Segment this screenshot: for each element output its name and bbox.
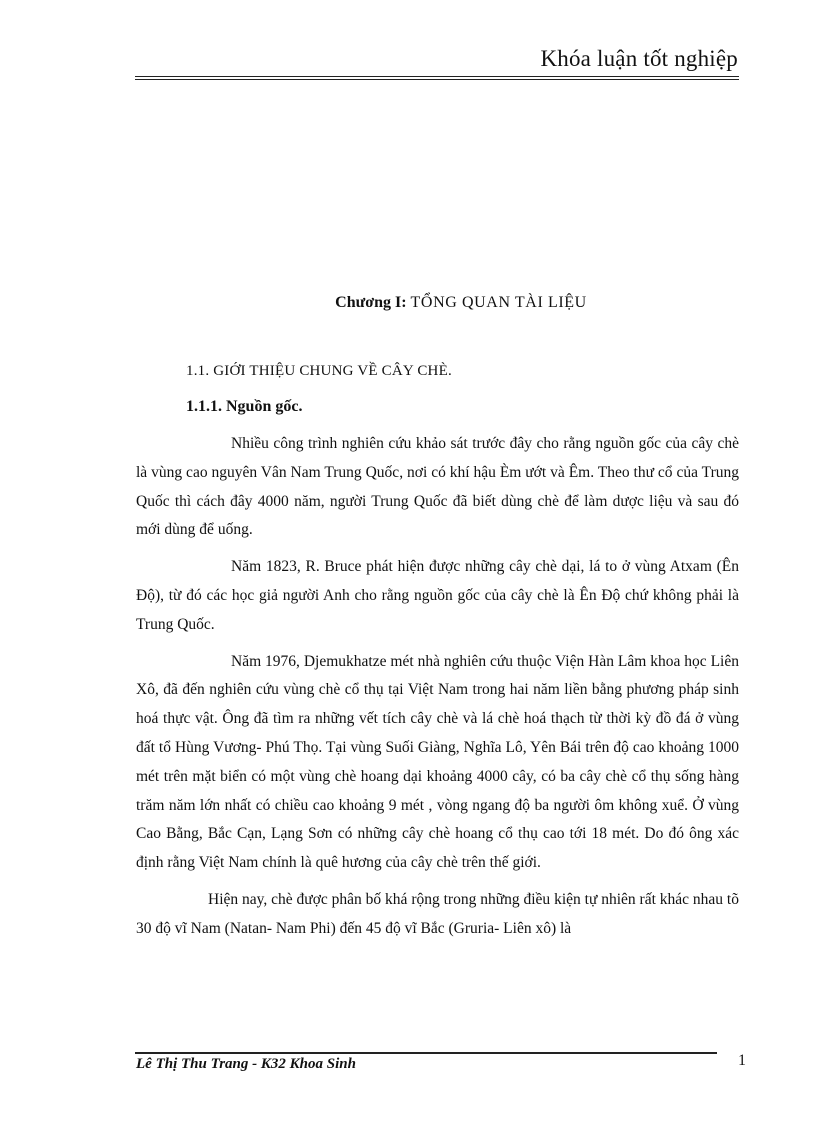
section-heading-1-1: 1.1. GIỚI THIỆU CHUNG VỀ CÂY CHÈ. bbox=[186, 363, 452, 379]
header-title: Khóa luận tốt nghiệp bbox=[540, 46, 738, 71]
chapter-title: TỔNG QUAN TÀI LIỆU bbox=[410, 294, 587, 311]
paragraph: Năm 1976, Djemukhatze mét nhà nghiên cứu thuộc Viện Hàn Lâm khoa học Liên Xô, đã đến nghiên cứu vùng chè cổ thụ tại Việt Nam trong hai năm liền bằng phương pháp sinh hoá thực vật. Ông đã tìm ra những vết tích cây chè và lá chè hoá thạch từ thời kỳ đồ đá ở vùng đất tổ Hùng Vương- Phú Thọ. Tại vùng Suối Giàng, Nghĩa Lô, Yên Bái trên độ cao khoảng 1000 mét trên mặt biển có một vùng chè hoang dại khoảng 4000 cây, có ba cây chè cổ thụ sống hàng trăm năm lớn nhất có chiều cao khoảng 9 mét , vòng ngang độ ba người ôm không xuể. Ở vùng Cao Bằng, Bắc Cạn, Lạng Sơn có những cây chè hoang cổ thụ cao tới 18 mét. Do đó ông xác định rằng Việt Nam chính là quê hương của cây chè trên thế giới. bbox=[136, 652, 739, 872]
page-number: 1 bbox=[738, 1052, 746, 1069]
footer-author: Lê Thị Thu Trang - K32 Khoa Sinh bbox=[136, 1056, 356, 1072]
paragraph: Hiện nay, chè được phân bố khá rộng trong những điều kiện tự nhiên rất khác nhau tõ 30 độ vĩ Nam (Natan- Nam Phi) đến 45 độ vĩ Bắc (Gruria- Liên xô) là bbox=[136, 890, 739, 937]
body-text bbox=[136, 430, 739, 952]
chapter-label: Chương I: bbox=[335, 294, 407, 311]
chapter-heading bbox=[0, 294, 816, 312]
header-rule-bottom bbox=[135, 79, 739, 80]
paragraph: Nhiều công trình nghiên cứu khảo sát trước đây cho rằng nguồn gốc của cây chè là vùng cao nguyên Vân Nam Trung Quốc, nơi có khí hậu Èm ướt và Êm. Theo thư cổ của Trung Quốc thì cách đây 4000 năm, người Trung Quốc đã biết dùng chè để làm dược liệu và sau đó mới dùng để uống. bbox=[136, 435, 739, 539]
footer-rule bbox=[135, 1052, 717, 1054]
subsection-heading-1-1-1: 1.1.1. Nguồn gốc. bbox=[186, 398, 303, 415]
header-rule-top bbox=[135, 76, 739, 77]
paragraph: Năm 1823, R. Bruce phát hiện được những cây chè dại, lá to ở vùng Atxam (Ên Độ), từ đó các học giả người Anh cho rằng nguồn gốc của cây chè là Ên Độ chứ không phải là Trung Quốc. bbox=[136, 558, 739, 633]
